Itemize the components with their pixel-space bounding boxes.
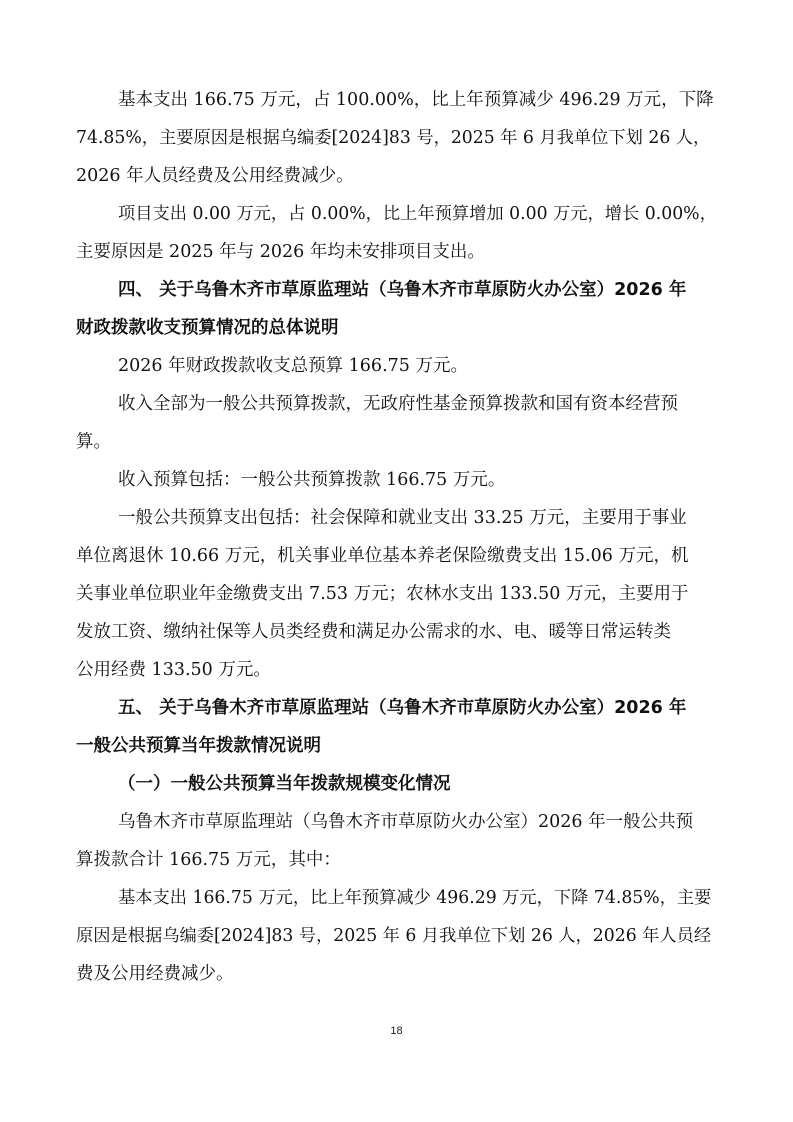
paragraph-line: 主要原因是 2025 年与 2026 年均未安排项目支出。	[76, 242, 485, 262]
paragraph-line: 一般公共预算支出包括：社会保障和就业支出 33.25 万元，主要用于事业	[118, 508, 687, 528]
paragraph-line: 项目支出 0.00 万元，占 0.00%，比上年预算增加 0.00 万元，增长 0.00%，	[118, 204, 717, 224]
paragraph-line: 费及公用经费减少。	[76, 964, 234, 984]
paragraph-line: 原因是根据乌编委[2024]83 号，2025 年 6 月我单位下划 26 人，2026 年人员经	[76, 926, 712, 946]
paragraph-line: 单位离退休 10.66 万元，机关事业单位基本养老保险缴费支出 15.06 万元，机	[76, 546, 689, 566]
paragraph-line: 2026 年人员经费及公用经费减少。	[76, 166, 354, 186]
paragraph-line: 收入全部为一般公共预算拨款，无政府性基金预算拨款和国有资本经营预	[118, 394, 678, 414]
paragraph-line: 2026 年财政拨款收支总预算 166.75 万元。	[118, 356, 468, 376]
paragraph-line: 公用经费 133.50 万元。	[76, 660, 271, 680]
paragraph-line: 发放工资、缴纳社保等人员类经费和满足办公需求的水、电、暖等日常运转类	[76, 622, 671, 642]
paragraph-line: 关事业单位职业年金缴费支出 7.53 万元；农林水支出 133.50 万元，主要用于	[76, 584, 689, 604]
page-number: 18	[390, 1025, 403, 1037]
section-heading: 四、 关于乌鲁木齐市草原监理站（乌鲁木齐市草原防火办公室）2026 年	[118, 280, 687, 300]
paragraph-line: 乌鲁木齐市草原监理站（乌鲁木齐市草原防火办公室）2026 年一般公共预	[118, 812, 694, 832]
paragraph-line: 收入预算包括：一般公共预算拨款 166.75 万元。	[118, 470, 506, 490]
paragraph-line: 算拨款合计 166.75 万元，其中：	[76, 850, 341, 870]
paragraph-line: 基本支出 166.75 万元，比上年预算减少 496.29 万元，下降 74.85%，主要	[118, 888, 712, 908]
subsection-heading: （一）一般公共预算当年拨款规模变化情况	[118, 774, 451, 794]
section-heading: 财政拨款收支预算情况的总体说明	[76, 318, 339, 338]
paragraph-line: 算。	[76, 432, 111, 452]
section-heading: 五、 关于乌鲁木齐市草原监理站（乌鲁木齐市草原防火办公室）2026 年	[118, 698, 687, 718]
paragraph-line: 74.85%，主要原因是根据乌编委[2024]83 号，2025 年 6 月我单位下划 26 人，	[76, 128, 711, 148]
section-heading: 一般公共预算当年拨款情况说明	[76, 736, 321, 756]
paragraph-line: 基本支出 166.75 万元，占 100.00%，比上年预算减少 496.29 万元，下降	[118, 90, 714, 110]
